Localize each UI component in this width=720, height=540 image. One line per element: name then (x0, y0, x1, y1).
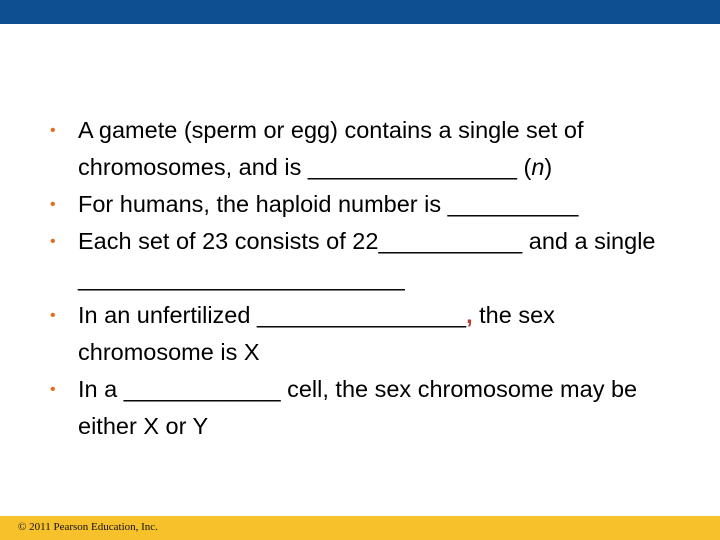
bullet-text: For humans, the haploid number is __________ (78, 191, 579, 217)
bullet-item-sex-chromosome (50, 371, 690, 445)
bullet-list (50, 112, 690, 445)
highlight-comma: , (466, 302, 473, 328)
haploid-symbol: n (531, 154, 545, 180)
copyright-notice: © 2011 Pearson Education, Inc. (18, 521, 158, 533)
bullet-text-end: ) (544, 154, 553, 180)
bullet-item-haploid-number (50, 186, 690, 223)
bullet-marker-icon: • (50, 233, 56, 250)
bullet-marker-icon: • (50, 307, 56, 324)
footer-bar (0, 516, 720, 540)
bullet-item-unfertilized (50, 297, 690, 371)
bullet-text: In an unfertilized ________________ (78, 302, 467, 328)
bullet-marker-icon: • (50, 122, 56, 139)
header-bar (0, 0, 720, 24)
bullet-text: Each set of 23 consists of 22___________ and a single _________________________ (78, 228, 656, 291)
bullet-text: A gamete (sperm or egg) contains a single set of chromosomes, and is ________________ ( (78, 117, 584, 180)
bullet-item-gamete (50, 112, 690, 186)
bullet-text-end: the sex chromosome is X (78, 302, 555, 365)
bullet-item-set-of-23 (50, 223, 690, 297)
bullet-marker-icon: • (50, 381, 56, 398)
bullet-marker-icon: • (50, 196, 56, 213)
bullet-text: In a ____________ cell, the sex chromosome may be either X or Y (78, 376, 638, 439)
